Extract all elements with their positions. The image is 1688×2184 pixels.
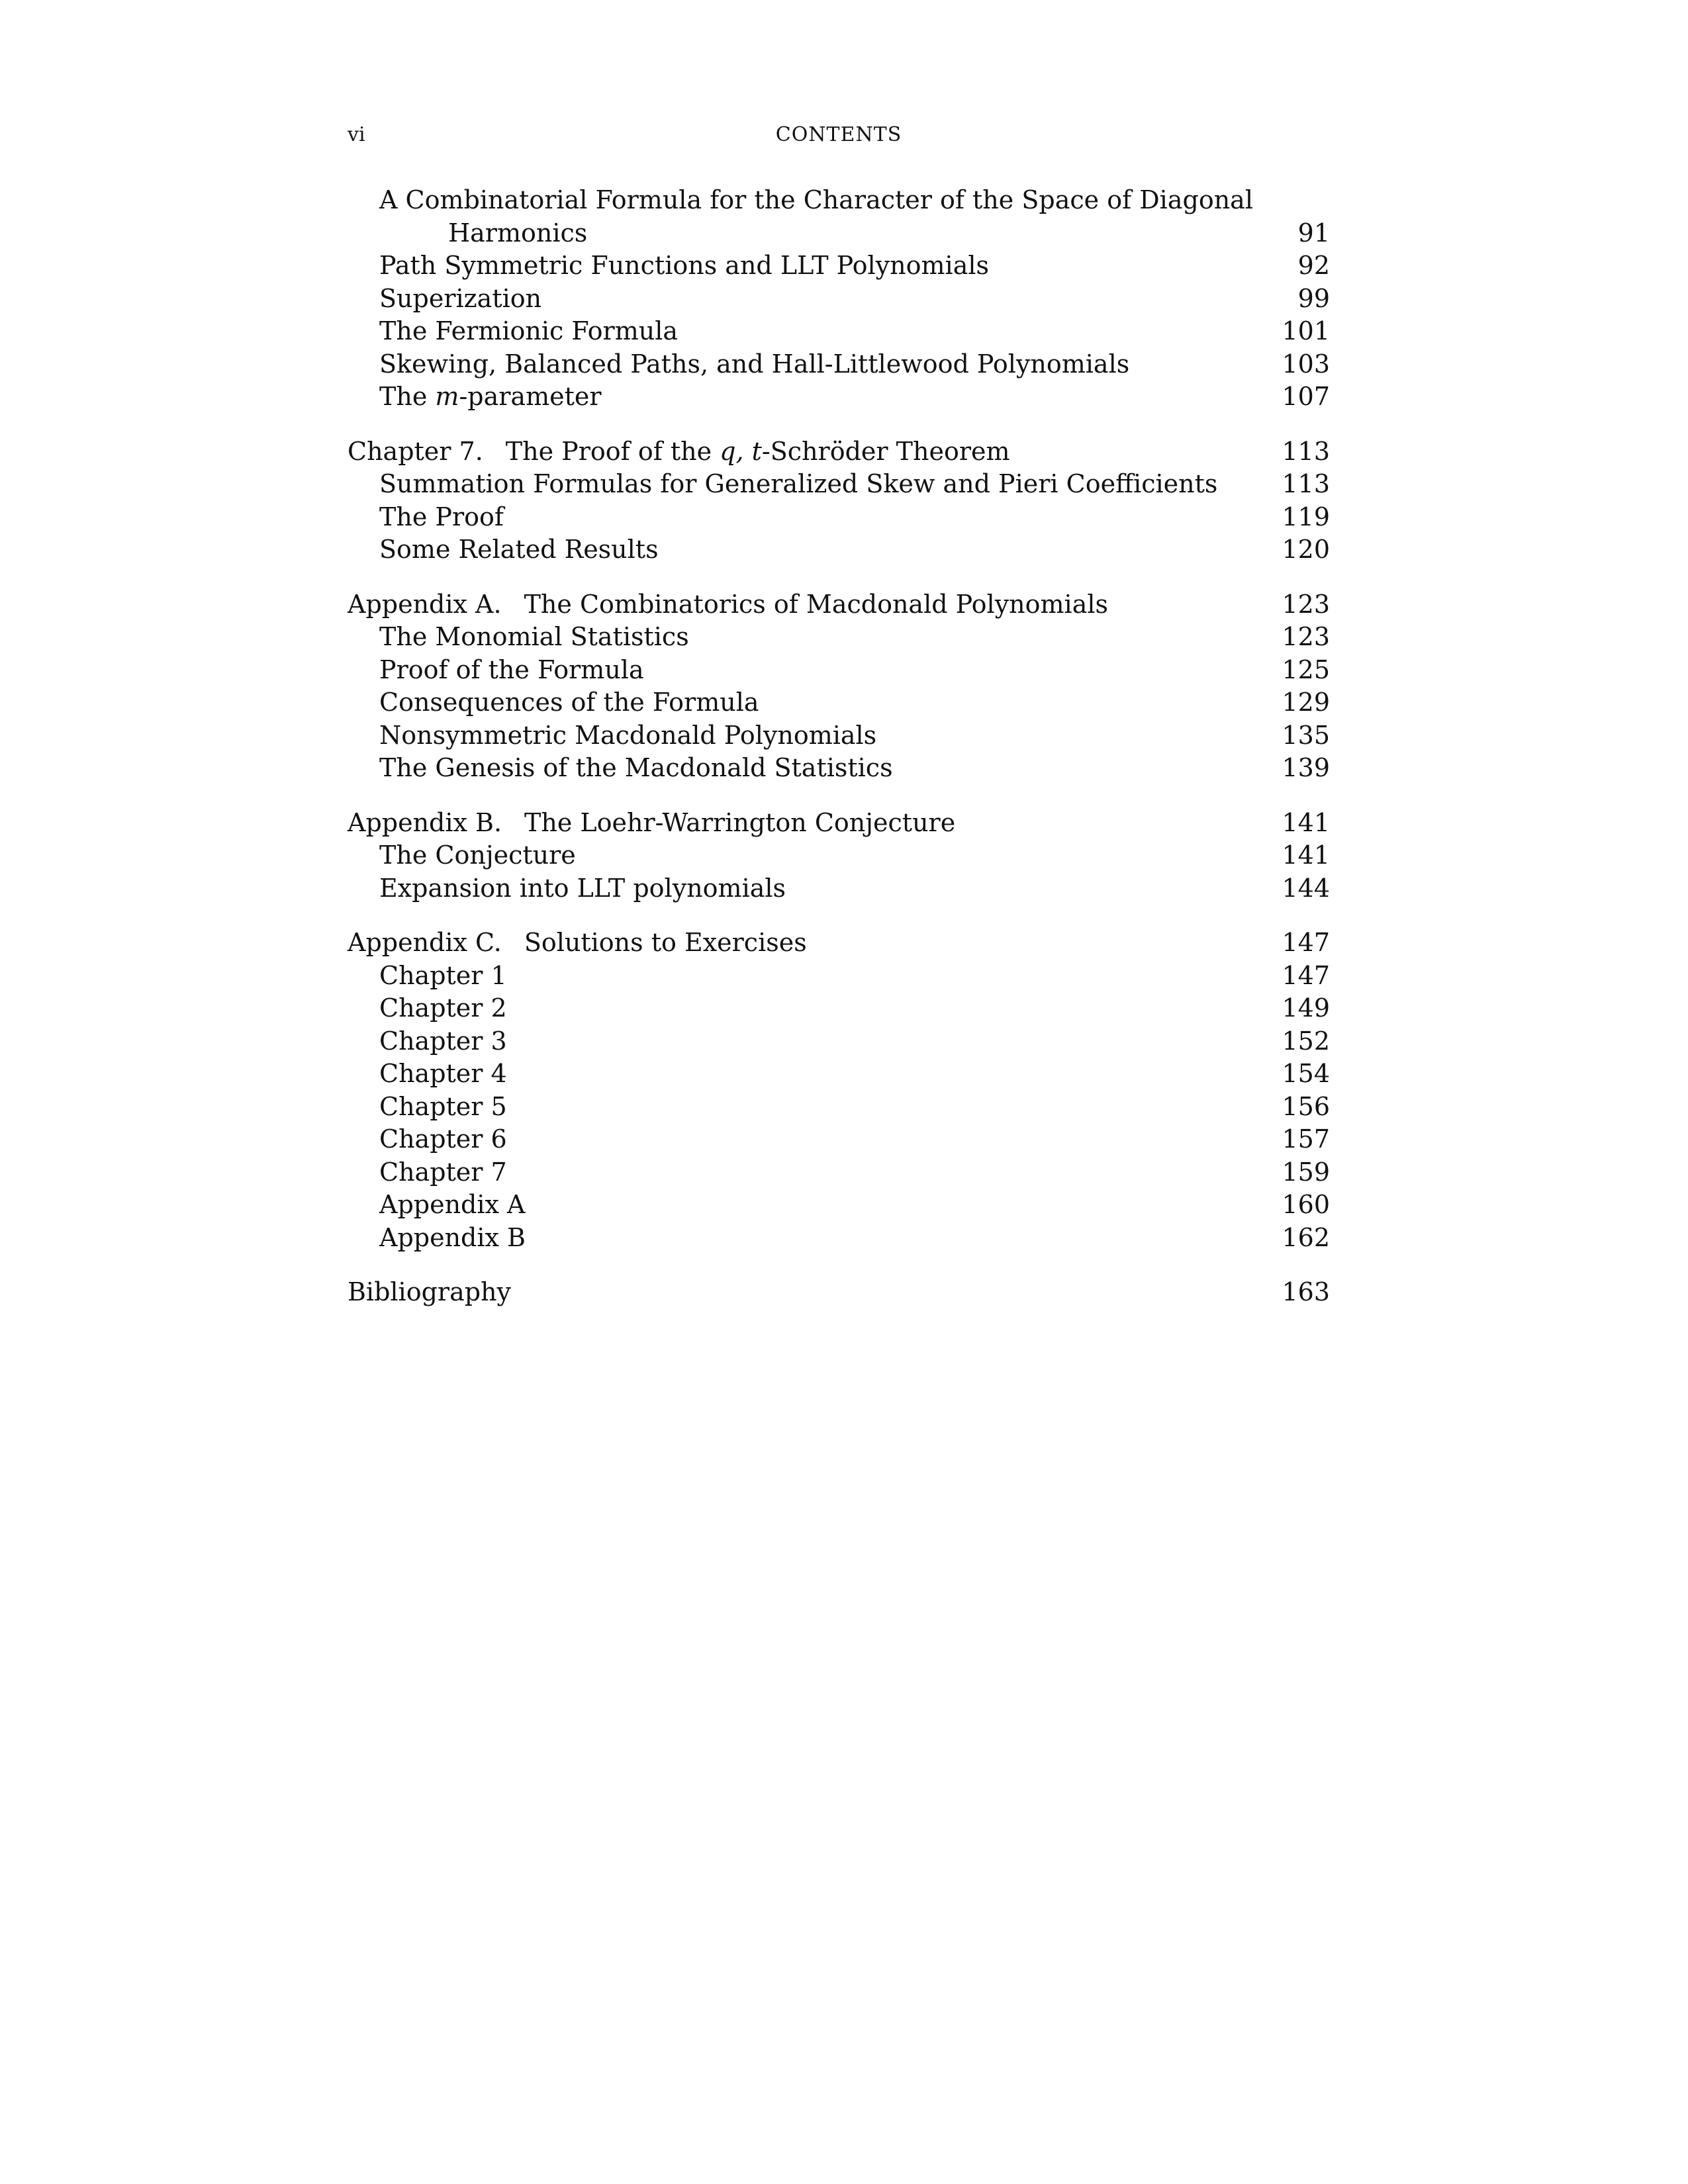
page-number: vi <box>348 123 365 146</box>
toc-entry-skewing[interactable] <box>348 348 1330 381</box>
toc-entry[interactable] <box>348 839 1330 872</box>
toc-entry-title: Chapter 4 <box>379 1059 507 1088</box>
toc-entry[interactable] <box>348 1189 1330 1222</box>
toc-entry[interactable] <box>348 872 1330 905</box>
toc-entry-diagonal-harmonics[interactable] <box>348 184 1330 250</box>
toc-entry[interactable] <box>348 654 1330 687</box>
toc-entry-page: 152 <box>1282 1026 1330 1056</box>
toc-entry-page: 107 <box>1282 382 1330 411</box>
toc-entry-title: Proof of the Formula <box>379 655 644 684</box>
toc-entry-page: 160 <box>1282 1190 1330 1219</box>
appendix-label: Appendix A. <box>348 589 502 619</box>
toc-chapter-title <box>348 807 955 840</box>
toc-entry-fermionic-formula[interactable] <box>348 315 1330 348</box>
toc-group-appendix-c <box>348 927 1330 1254</box>
toc-entry-title: Expansion into LLT polynomials <box>379 873 786 903</box>
toc-entry-path-symmetric[interactable] <box>348 250 1330 283</box>
chapter-label: Chapter 7. <box>348 436 483 466</box>
toc-entry-page: 139 <box>1282 753 1330 782</box>
toc-entry-page: 125 <box>1282 655 1330 684</box>
toc-entry-title: The Conjecture <box>379 841 576 870</box>
toc-entry-title: The Proof <box>379 502 504 531</box>
title-text: -Schröder Theorem <box>761 436 1010 466</box>
title-text: Solutions to Exercises <box>524 928 807 957</box>
title-text: The Loehr-Warrington Conjecture <box>524 807 956 837</box>
toc-entry[interactable] <box>348 468 1330 501</box>
toc-entry-title: Chapter 6 <box>379 1124 507 1154</box>
toc-entry-title: Some Related Results <box>379 535 659 564</box>
toc-entry-page: 129 <box>1282 688 1330 717</box>
title-text: -parameter <box>459 382 602 411</box>
toc-entry-title: Path Symmetric Functions and LLT Polynomials <box>379 251 989 280</box>
toc-entry[interactable] <box>348 1222 1330 1255</box>
appendix-label: Appendix C. <box>348 928 502 957</box>
toc-entry-page: 101 <box>1282 316 1330 345</box>
toc-entry-title: Chapter 1 <box>379 960 507 990</box>
running-head: CONTENTS <box>775 123 902 146</box>
toc-entry-page: 154 <box>1282 1059 1330 1088</box>
toc-entry-title: The Fermionic Formula <box>379 316 679 345</box>
toc-entry[interactable] <box>348 752 1330 785</box>
toc-entry-page: 147 <box>1282 928 1330 957</box>
title-text: The Combinatorics of Macdonald Polynomials <box>524 589 1109 619</box>
toc-entry-page: 162 <box>1282 1222 1330 1252</box>
toc-group-appendix-a <box>348 588 1330 785</box>
toc-entry-page: 141 <box>1282 841 1330 870</box>
toc-entry-page: 144 <box>1282 873 1330 903</box>
toc-entry-title: Chapter 5 <box>379 1091 507 1121</box>
toc-entry-page: 123 <box>1282 589 1330 619</box>
toc-entry-title: Consequences of the Formula <box>379 688 759 717</box>
toc-entry-page: 159 <box>1282 1157 1330 1187</box>
toc-entry-page: 147 <box>1282 960 1330 990</box>
toc-entry[interactable] <box>348 1025 1330 1058</box>
toc-entry[interactable] <box>348 960 1330 993</box>
toc-entry-title: Superization <box>379 283 542 313</box>
toc-group-chapter6-continued <box>348 184 1330 414</box>
toc-entry[interactable] <box>348 686 1330 719</box>
toc-entry-page: 103 <box>1282 349 1330 379</box>
toc-entry[interactable] <box>348 1058 1330 1091</box>
appendix-label: Appendix B. <box>348 807 502 837</box>
toc-entry[interactable] <box>348 621 1330 654</box>
toc-entry-title: Chapter 7 <box>379 1157 507 1187</box>
title-text: The <box>379 382 436 411</box>
toc-group-bibliography <box>348 1276 1330 1309</box>
toc-chapter-title: Bibliography <box>348 1277 511 1306</box>
toc-chapter-7[interactable] <box>348 435 1330 469</box>
toc-entry-superization[interactable] <box>348 283 1330 316</box>
toc-entry[interactable] <box>348 501 1330 534</box>
toc-entry-title: Summation Formulas for Generalized Skew and Pieri Coefficients <box>379 469 1218 498</box>
toc-chapter-title <box>348 435 1010 469</box>
toc-entry-m-parameter[interactable] <box>348 381 1330 414</box>
toc-appendix-b[interactable] <box>348 807 1330 840</box>
toc-entry-page: 120 <box>1282 535 1330 564</box>
toc-entry-title: Nonsymmetric Macdonald Polynomials <box>379 720 877 750</box>
toc-group-appendix-b <box>348 807 1330 905</box>
toc-entry[interactable] <box>348 992 1330 1025</box>
math-symbol: q, t <box>720 436 762 466</box>
toc-entry-title <box>379 381 602 414</box>
toc-entry-page: 157 <box>1282 1124 1330 1154</box>
toc-entry-title: The Genesis of the Macdonald Statistics <box>379 753 893 782</box>
toc-chapter-title <box>348 588 1108 621</box>
toc-entry-page: 141 <box>1282 807 1330 837</box>
toc-entry[interactable] <box>348 719 1330 752</box>
toc-entry-title: Appendix A <box>379 1190 526 1219</box>
toc-entry-title: The Monomial Statistics <box>379 622 689 651</box>
toc-entry-title: Appendix B <box>379 1222 526 1252</box>
toc-entry[interactable] <box>348 1091 1330 1124</box>
toc-entry-title-line1: A Combinatorial Formula for the Character of the Space of Diagonal <box>379 185 1253 214</box>
toc-bibliography[interactable] <box>348 1276 1330 1309</box>
toc-entry-page: 113 <box>1282 436 1330 466</box>
toc-entry[interactable] <box>348 1156 1330 1189</box>
toc-entry-page: 113 <box>1282 469 1330 498</box>
toc-entry-page: 135 <box>1282 720 1330 750</box>
toc-entry-title: Chapter 3 <box>379 1026 507 1056</box>
toc-appendix-a[interactable] <box>348 588 1330 621</box>
toc-entry-page: 123 <box>1282 622 1330 651</box>
toc-entry[interactable] <box>348 533 1330 567</box>
math-symbol: m <box>435 382 459 411</box>
toc-group-chapter7 <box>348 435 1330 567</box>
toc-entry-page: 91 <box>1297 218 1330 248</box>
toc-entry-title: Skewing, Balanced Paths, and Hall-Littlewood Polynomials <box>379 349 1130 379</box>
toc-entry-page: 163 <box>1282 1277 1330 1306</box>
toc-entry-title-line2: Harmonics <box>448 218 588 248</box>
toc-chapter-title <box>348 927 807 960</box>
toc-entry-page: 92 <box>1297 251 1330 280</box>
title-text: The Proof of the <box>505 436 720 466</box>
toc-entry-page: 149 <box>1282 993 1330 1023</box>
toc-appendix-c[interactable] <box>348 927 1330 960</box>
toc-entry-page: 99 <box>1297 283 1330 313</box>
toc-entry-title: Chapter 2 <box>379 993 507 1023</box>
toc-entry[interactable] <box>348 1123 1330 1156</box>
toc-entry-page: 156 <box>1282 1091 1330 1121</box>
page-header <box>348 123 1330 150</box>
table-of-contents <box>348 184 1330 1309</box>
toc-entry-page: 119 <box>1282 502 1330 531</box>
